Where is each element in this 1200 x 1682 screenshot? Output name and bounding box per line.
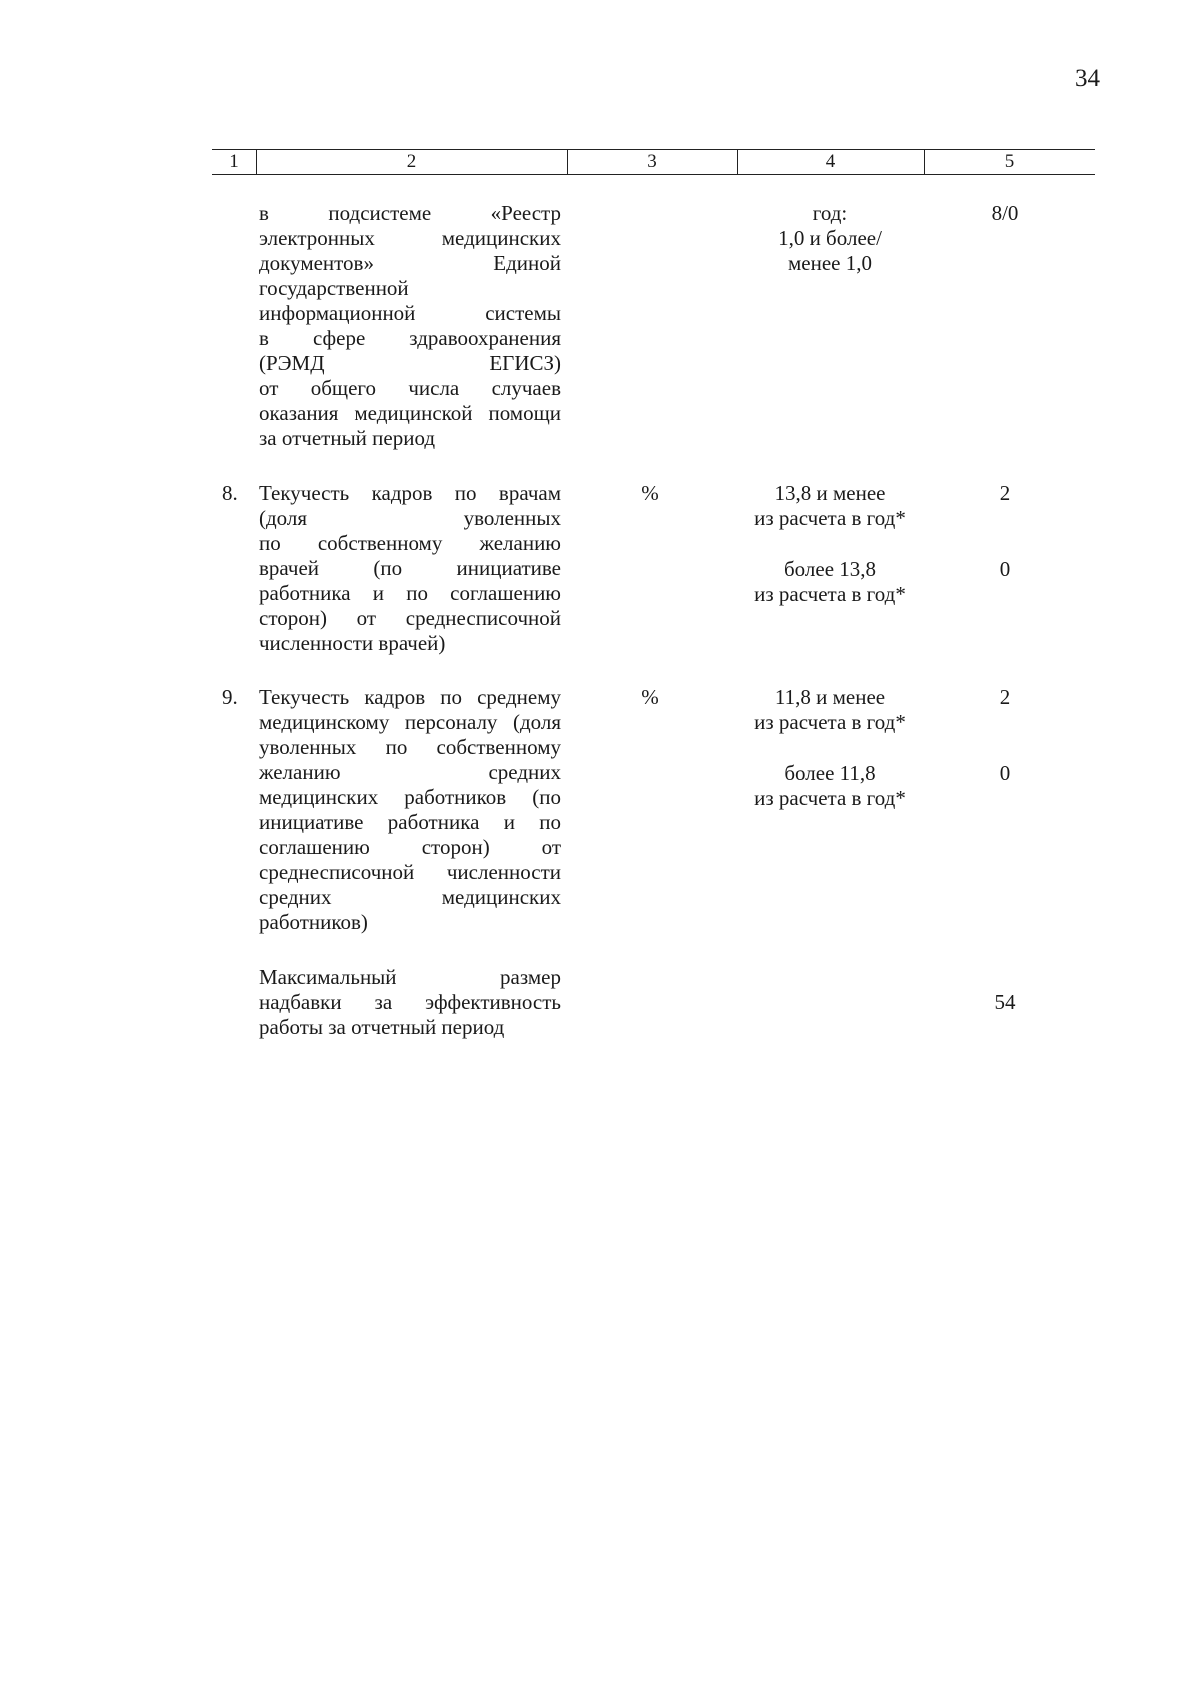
criteria-line: менее 1,0 xyxy=(788,251,872,275)
criteria-cell xyxy=(730,481,930,607)
criteria-line: более 13,8 xyxy=(783,557,877,581)
description-line: Максимальный размер xyxy=(259,965,561,989)
description-line: по собственному желанию xyxy=(259,531,561,555)
description-line: электронных медицинских xyxy=(259,226,561,250)
description-line: информационной системы xyxy=(259,301,561,325)
spacer xyxy=(970,531,1040,557)
description-line: врачей (по инициативе xyxy=(259,556,561,580)
column-header-5: 5 xyxy=(1004,151,1015,172)
description-line: инициативе работника и по xyxy=(259,810,561,834)
description-line: численности врачей) xyxy=(259,631,446,655)
description-line: медицинских работников (по xyxy=(259,785,561,809)
criteria-cell xyxy=(730,201,930,276)
description-line: документов» Единой xyxy=(259,251,561,275)
indicator-description xyxy=(259,201,561,451)
score-value: 8/0 xyxy=(991,201,1019,225)
description-line: среднесписочной численности xyxy=(259,860,561,884)
spacer xyxy=(970,735,1040,761)
indicator-description xyxy=(259,481,561,656)
description-line: работы за отчетный период xyxy=(259,1015,505,1039)
criteria-cell xyxy=(730,685,930,811)
score-value: 2 xyxy=(999,481,1011,505)
criteria-line: более 11,8 xyxy=(784,761,876,785)
description-line: работника и по соглашению xyxy=(259,581,561,605)
description-line: Текучесть кадров по среднему xyxy=(259,685,561,709)
score-cell xyxy=(970,685,1040,786)
criteria-line: год: xyxy=(812,201,848,225)
unit-cell: % xyxy=(641,481,659,505)
score-cell xyxy=(970,481,1040,582)
score-value: 2 xyxy=(999,685,1011,709)
description-line: желанию средних xyxy=(259,760,561,784)
description-line: Текучесть кадров по врачам xyxy=(259,481,561,505)
description-line: работников) xyxy=(259,910,368,934)
description-line: соглашению сторон) от xyxy=(259,835,561,859)
criteria-line: из расчета в год* xyxy=(754,786,906,810)
description-line: сторон) от среднесписочной xyxy=(259,606,561,630)
criteria-line: 11,8 и менее xyxy=(774,685,886,709)
indicator-description xyxy=(259,965,561,1040)
table-header-row xyxy=(212,149,1095,175)
criteria-line: 1,0 и более/ xyxy=(778,226,882,250)
description-line: (доля уволенных xyxy=(259,506,561,530)
row-number: 8. xyxy=(222,481,238,505)
description-line: государственной xyxy=(259,276,409,300)
spacer xyxy=(970,710,1040,735)
indicator-description xyxy=(259,685,561,935)
description-line: медицинскому персоналу (доля xyxy=(259,710,561,734)
description-line: в сфере здравоохранения xyxy=(259,326,561,350)
description-line: уволенных по собственному xyxy=(259,735,561,759)
description-line: оказания медицинской помощи xyxy=(259,401,561,425)
unit-cell: % xyxy=(641,685,659,709)
score-cell xyxy=(970,201,1040,226)
spacer xyxy=(730,735,930,761)
criteria-line: из расчета в год* xyxy=(754,710,906,734)
column-header-2: 2 xyxy=(406,151,417,172)
criteria-line: 13,8 и менее xyxy=(774,481,886,505)
description-line: средних медицинских xyxy=(259,885,561,909)
description-line: за отчетный период xyxy=(259,426,436,450)
description-line: от общего числа случаев xyxy=(259,376,561,400)
score-cell xyxy=(970,990,1040,1015)
description-line: (РЭМД ЕГИСЗ) xyxy=(259,351,561,375)
description-line: надбавки за эффективность xyxy=(259,990,561,1014)
spacer xyxy=(970,506,1040,531)
score-value: 0 xyxy=(999,761,1011,785)
column-header-3: 3 xyxy=(647,151,657,172)
spacer xyxy=(730,531,930,557)
page-number: 34 xyxy=(1075,65,1100,92)
criteria-line: из расчета в год* xyxy=(754,582,906,606)
criteria-line: из расчета в год* xyxy=(754,506,906,530)
column-header-4: 4 xyxy=(825,151,836,172)
description-line: в подсистеме «Реестр xyxy=(259,201,561,225)
column-header-1: 1 xyxy=(229,151,239,172)
score-value: 0 xyxy=(999,557,1011,581)
total-score-value: 54 xyxy=(994,990,1016,1014)
row-number: 9. xyxy=(222,685,238,709)
